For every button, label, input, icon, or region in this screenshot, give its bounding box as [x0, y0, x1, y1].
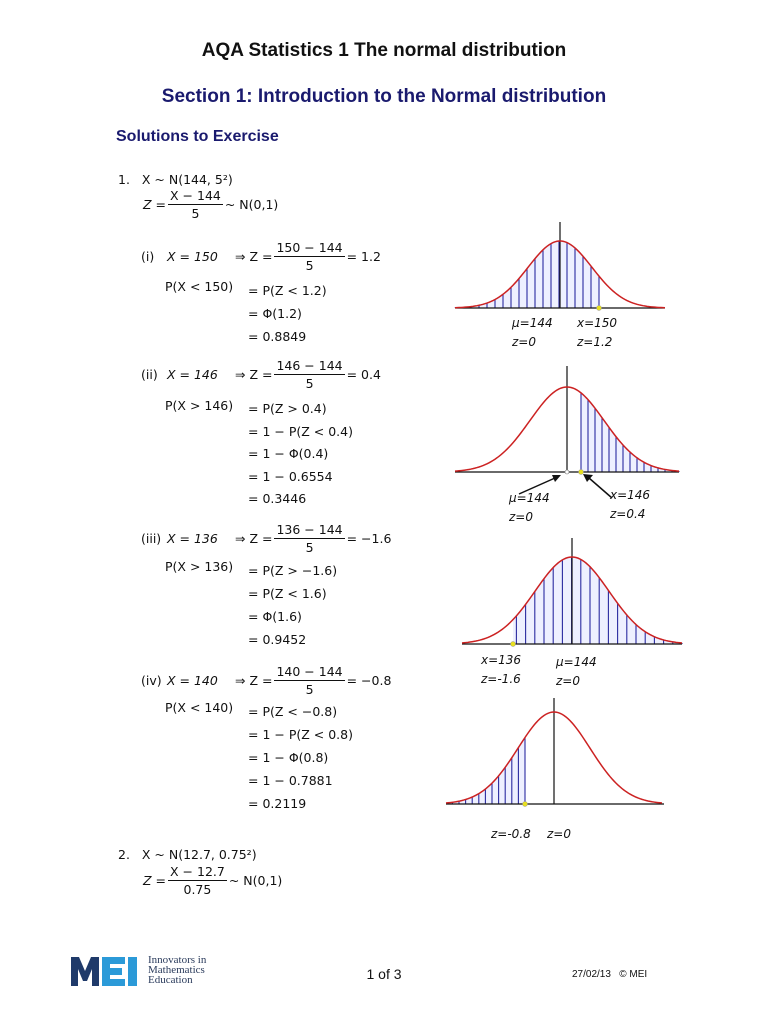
part-iv-steps: = P(Z < −0.8) = 1 − P(Z < 0.8) = 1 − Φ(0.8) = 1 − 0.7881 = 0.2119 — [248, 704, 353, 811]
graph-part-iii — [462, 538, 682, 647]
x-point-marker — [511, 642, 516, 647]
graph-iii-label-mu: μ=144 z=0 — [556, 655, 597, 688]
fraction: $\frac{X - 144}{5}$ — [170, 188, 221, 221]
z-lhs: Z = — [143, 197, 167, 212]
q1-dist: X ~ N(144, 5²) — [141, 172, 233, 187]
graph-iv-label-x: z=-0.8 — [491, 827, 531, 841]
graph-ii-label-x: x=146 z=0.4 — [610, 488, 651, 521]
arrow-x — [589, 478, 612, 498]
x-point-marker — [523, 802, 528, 807]
q2-distribution — [118, 847, 257, 862]
part-i-steps: = P(Z < 1.2) = Φ(1.2) = 0.8849 — [248, 283, 327, 344]
q1-number: 1. — [118, 172, 130, 187]
z-rhs: ~ N(0,1) — [224, 197, 279, 212]
section-heading: Section 1: Introduction to the Normal distribution — [161, 86, 607, 107]
part-iii-standardise: (iii) X = 136 ⇒ Z = $\frac{136 - 144}{5}$ = −1.6 — [141, 522, 392, 555]
part-iii-steps: = P(Z > −1.6) = P(Z < 1.6) = Φ(1.6) = 0.9452 — [248, 563, 338, 647]
graph-i-label-x: x=150 z=1.2 — [577, 316, 618, 349]
part-ii-standardise: (ii) X = 146 ⇒ Z = $\frac{146 - 144}{5}$ = 0.4 — [141, 358, 381, 391]
part-iv-standardise: (iv) X = 140 ⇒ Z = $\frac{140 - 144}{5}$ = −0.8 — [141, 664, 392, 697]
graph-part-iv — [446, 698, 664, 807]
graph-part-i — [455, 222, 665, 311]
q2-dist: X ~ N(12.7, 0.75²) — [141, 847, 257, 862]
page-number: 1 of 3 — [366, 966, 402, 982]
fraction: $\frac{140 - 144}{5}$ — [276, 664, 343, 697]
part-iii-prob: P(X > 136) — [165, 559, 234, 574]
part-ii-prob: P(X > 146) — [165, 398, 234, 413]
part-i-prob: P(X < 150) — [165, 279, 234, 294]
fraction: $\frac{146 - 144}{5}$ — [276, 358, 343, 391]
q2-number: 2. — [118, 847, 130, 862]
part-ii-steps: = P(Z > 0.4) = 1 − P(Z < 0.4) = 1 − Φ(0.4) = 1 − 0.6554 = 0.3446 — [248, 401, 353, 506]
graph-iii-label-x: x=136 z=-1.6 — [481, 653, 522, 686]
q2-standardise: Z = $\frac{X - 12.7}{0.75}$ ~ N(0,1) — [143, 864, 283, 897]
x-point-marker — [597, 306, 602, 311]
fraction: $\frac{X - 12.7}{0.75}$ — [170, 864, 225, 897]
graph-part-ii — [455, 366, 679, 498]
part-iv-prob: P(X < 140) — [165, 700, 234, 715]
graph-i-label-mu: μ=144 z=0 — [512, 316, 553, 349]
graph-ii-label-mu: μ=144 z=0 — [509, 491, 550, 524]
solutions-heading: Solutions to Exercise — [116, 128, 279, 145]
document-title: AQA Statistics 1 The normal distribution — [201, 40, 567, 61]
part-i-standardise: (i) X = 150 ⇒ Z = $\frac{150 - 144}{5}$ = 1.2 — [141, 240, 381, 273]
graph-iv-label-mu: z=0 — [547, 827, 571, 841]
date-copyright: 27/02/13 © MEI — [572, 969, 648, 980]
fraction: $\frac{136 - 144}{5}$ — [276, 522, 343, 555]
x-point-marker — [579, 470, 584, 475]
mei-logo-text: Innovators in Mathematics Education — [148, 954, 207, 986]
fraction: $\frac{150 - 144}{5}$ — [276, 240, 343, 273]
